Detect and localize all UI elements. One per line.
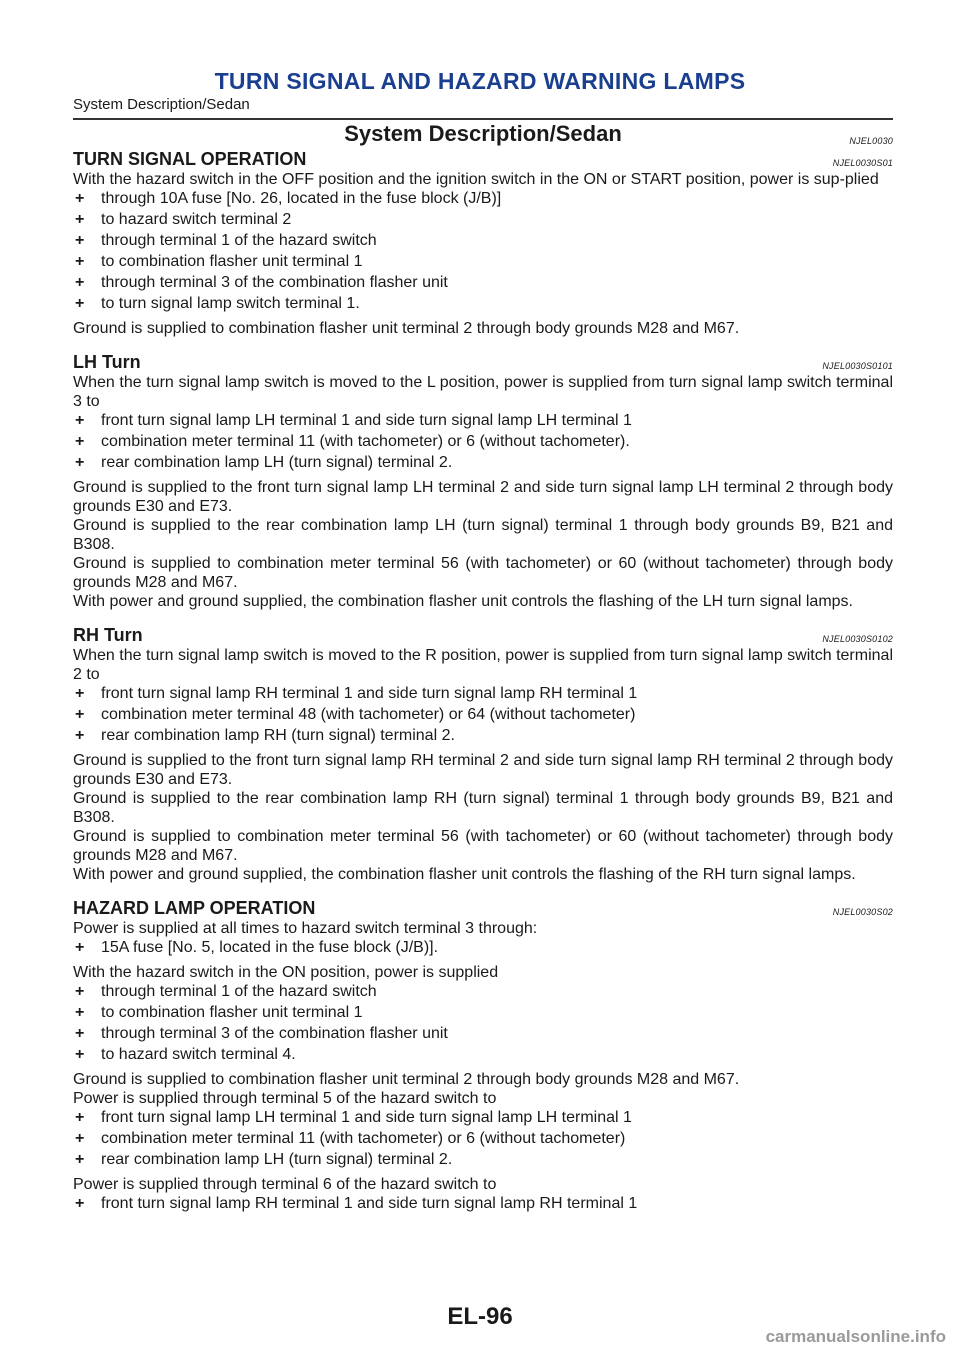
lh-turn-heading [73, 351, 893, 373]
list-item [73, 273, 893, 292]
turn-signal-intro: With the hazard switch in the OFF position and the ignition switch in the ON or START position, power is sup-plied [73, 171, 879, 188]
list-item-text: rear combination lamp RH (turn signal) terminal 2. [101, 727, 455, 744]
list-item [73, 453, 893, 472]
bullet-plus-icon: + [75, 1046, 85, 1063]
rh-turn-heading-text: RH Turn [73, 625, 143, 645]
list-item-text: front turn signal lamp LH terminal 1 and side turn signal lamp LH terminal 1 [101, 412, 632, 429]
list-item-text: rear combination lamp LH (turn signal) terminal 2. [101, 1151, 453, 1168]
bullet-plus-icon: + [75, 1109, 85, 1126]
rh-turn-bullets [73, 684, 893, 745]
list-item-text: front turn signal lamp RH terminal 1 and side turn signal lamp RH terminal 1 [101, 1195, 638, 1212]
list-item [73, 1129, 893, 1148]
list-item-text: to turn signal lamp switch terminal 1. [101, 295, 360, 312]
bullet-plus-icon: + [75, 1195, 85, 1212]
list-item [73, 1194, 893, 1213]
rh-turn-ref-code: NJEL0030S0102 [822, 634, 893, 644]
bullet-plus-icon: + [75, 232, 85, 249]
list-item [73, 1045, 893, 1064]
bullet-plus-icon: + [75, 1025, 85, 1042]
bullet-plus-icon: + [75, 727, 85, 744]
bullet-plus-icon: + [75, 706, 85, 723]
list-item [73, 1024, 893, 1043]
rh-turn-summary: With power and ground supplied, the combination flasher unit controls the flashing of the RH turn signal lamps. [73, 866, 856, 883]
list-item [73, 210, 893, 229]
lh-turn-summary: With power and ground supplied, the combination flasher unit controls the flashing of the LH turn signal lamps. [73, 593, 853, 610]
running-header-subtitle: System Description/Sedan [73, 96, 250, 113]
list-item [73, 684, 893, 703]
bullet-plus-icon: + [75, 939, 85, 956]
list-item [73, 432, 893, 451]
hazard-heading-text: HAZARD LAMP OPERATION [73, 898, 316, 918]
hazard-path-bullets [73, 982, 893, 1064]
running-header-title: TURN SIGNAL AND HAZARD WARNING LAMPS [214, 68, 746, 94]
hazard-terminal5-bullets [73, 1108, 893, 1169]
hazard-ground: Ground is supplied to combination flasher unit terminal 2 through body grounds M28 and M67. [73, 1071, 740, 1088]
bullet-plus-icon: + [75, 983, 85, 1000]
list-item [73, 411, 893, 430]
hazard-on-text: With the hazard switch in the ON position, power is supplied [73, 964, 499, 981]
bullet-plus-icon: + [75, 454, 85, 471]
bullet-plus-icon: + [75, 295, 85, 312]
bullet-plus-icon: + [75, 253, 85, 270]
list-item [73, 294, 893, 313]
lh-turn-heading-text: LH Turn [73, 352, 141, 372]
list-item-text: to combination flasher unit terminal 1 [101, 253, 363, 270]
list-item-text: 15A fuse [No. 5, located in the fuse block (J/B)]. [101, 939, 439, 956]
page-number: EL-96 [447, 1303, 513, 1330]
site-watermark: carmanualsonline.info [765, 1327, 946, 1346]
list-item [73, 938, 893, 957]
turn-signal-heading [73, 148, 893, 170]
page-content [73, 120, 893, 1219]
turn-signal-ref-code: NJEL0030S01 [832, 158, 893, 168]
hazard-fuse-bullets [73, 938, 893, 957]
list-item [73, 189, 893, 208]
list-item-text: front turn signal lamp RH terminal 1 and side turn signal lamp RH terminal 1 [101, 685, 638, 702]
section-title [73, 120, 893, 148]
list-item-text: to hazard switch terminal 4. [101, 1046, 296, 1063]
rh-turn-intro: When the turn signal lamp switch is moved to the R position, power is supplied from turn signal lamp switch terminal 2 to [73, 647, 893, 683]
turn-signal-bullets [73, 189, 893, 313]
turn-signal-heading-text: TURN SIGNAL OPERATION [73, 149, 307, 169]
bullet-plus-icon: + [75, 211, 85, 228]
list-item-text: rear combination lamp LH (turn signal) terminal 2. [101, 454, 453, 471]
bullet-plus-icon: + [75, 274, 85, 291]
lh-turn-bullets [73, 411, 893, 472]
hazard-intro: Power is supplied at all times to hazard switch terminal 3 through: [73, 920, 538, 937]
hazard-terminal5-text: Power is supplied through terminal 5 of the hazard switch to [73, 1090, 497, 1107]
list-item-text: to combination flasher unit terminal 1 [101, 1004, 363, 1021]
list-item-text: through terminal 1 of the hazard switch [101, 983, 377, 1000]
list-item [73, 252, 893, 271]
rh-turn-ground-1: Ground is supplied to the front turn signal lamp RH terminal 2 and side turn signal lamp RH terminal 2 through body grounds E30 and E73. [73, 752, 893, 788]
list-item-text: front turn signal lamp LH terminal 1 and side turn signal lamp LH terminal 1 [101, 1109, 632, 1126]
list-item [73, 231, 893, 250]
bullet-plus-icon: + [75, 1130, 85, 1147]
rh-turn-ground-3: Ground is supplied to combination meter terminal 56 (with tachometer) or 60 (without tachometer) through body grounds M28 and M67. [73, 828, 893, 864]
list-item-text: combination meter terminal 11 (with tachometer) or 6 (without tachometer). [101, 433, 630, 450]
lh-turn-ground-1: Ground is supplied to the front turn signal lamp LH terminal 2 and side turn signal lamp LH terminal 2 through body grounds E30 and E73. [73, 479, 893, 515]
rh-turn-heading [73, 624, 893, 646]
hazard-ref-code: NJEL0030S02 [832, 907, 893, 917]
list-item-text: through terminal 3 of the combination flasher unit [101, 1025, 448, 1042]
bullet-plus-icon: + [75, 1004, 85, 1021]
list-item-text: combination meter terminal 48 (with tachometer) or 64 (without tachometer) [101, 706, 636, 723]
lh-turn-ground-3: Ground is supplied to combination meter terminal 56 (with tachometer) or 60 (without tachometer) through body grounds M28 and M67. [73, 555, 893, 591]
turn-signal-ground: Ground is supplied to combination flasher unit terminal 2 through body grounds M28 and M67. [73, 320, 740, 337]
list-item [73, 1150, 893, 1169]
bullet-plus-icon: + [75, 685, 85, 702]
bullet-plus-icon: + [75, 433, 85, 450]
rh-turn-ground-2: Ground is supplied to the rear combination lamp RH (turn signal) terminal 1 through body grounds B9, B21 and B308. [73, 790, 893, 826]
lh-turn-ref-code: NJEL0030S0101 [822, 361, 893, 371]
bullet-plus-icon: + [75, 412, 85, 429]
list-item-text: through 10A fuse [No. 26, located in the fuse block (J/B)] [101, 190, 502, 207]
lh-turn-ground-2: Ground is supplied to the rear combination lamp LH (turn signal) terminal 1 through body grounds B9, B21 and B308. [73, 517, 893, 553]
list-item [73, 1003, 893, 1022]
bullet-plus-icon: + [75, 190, 85, 207]
list-item [73, 982, 893, 1001]
lh-turn-intro: When the turn signal lamp switch is moved to the L position, power is supplied from turn signal lamp switch terminal 3 to [73, 374, 893, 410]
list-item-text: to hazard switch terminal 2 [101, 211, 292, 228]
hazard-terminal6-text: Power is supplied through terminal 6 of the hazard switch to [73, 1176, 497, 1193]
list-item-text: through terminal 1 of the hazard switch [101, 232, 377, 249]
bullet-plus-icon: + [75, 1151, 85, 1168]
list-item [73, 705, 893, 724]
list-item-text: through terminal 3 of the combination flasher unit [101, 274, 448, 291]
hazard-terminal6-bullets [73, 1194, 893, 1213]
section-title-text: System Description/Sedan [344, 121, 622, 146]
hazard-heading [73, 897, 893, 919]
section-ref-code: NJEL0030 [849, 136, 893, 146]
list-item [73, 1108, 893, 1127]
list-item [73, 726, 893, 745]
list-item-text: combination meter terminal 11 (with tachometer) or 6 (without tachometer) [101, 1130, 626, 1147]
